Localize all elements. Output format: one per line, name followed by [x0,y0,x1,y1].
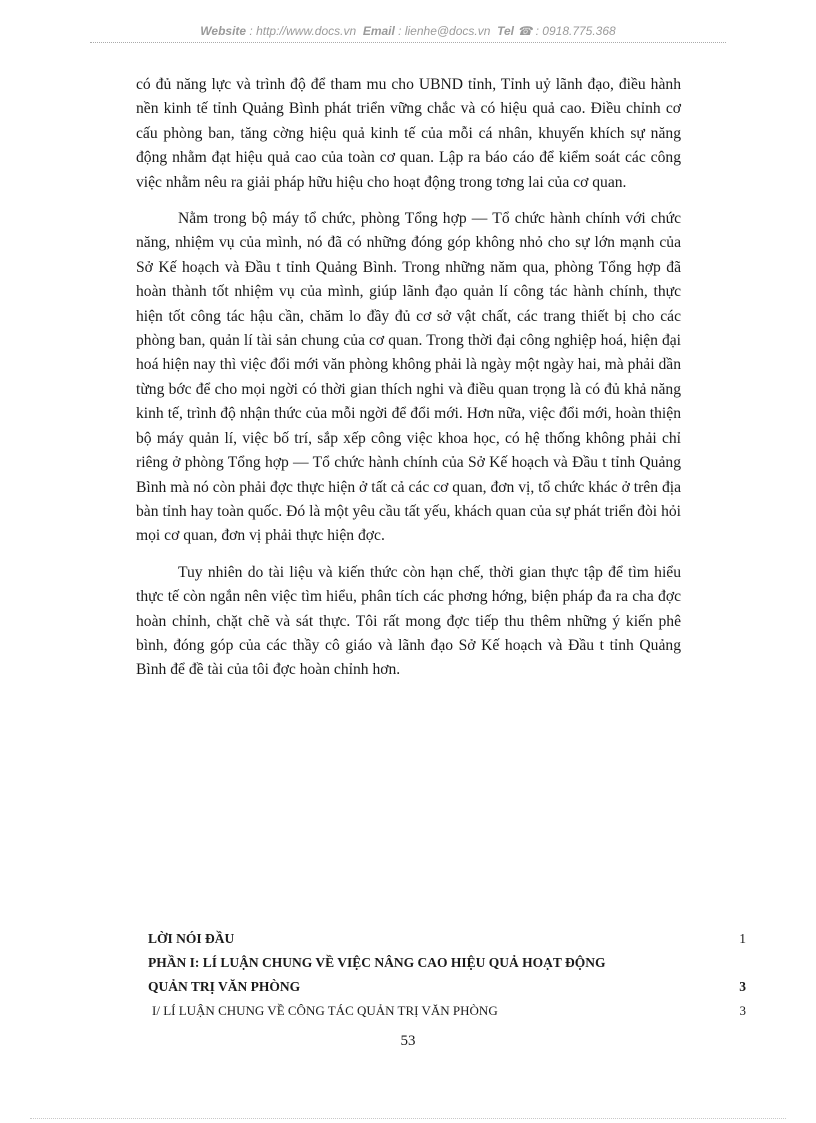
toc-item-section1 [148,999,748,1023]
header-divider [90,42,726,43]
paragraph-3: Tuy nhiên do tài liệu và kiến thức còn hạn chế, thời gian thực tập để tìm hiểu thực tế còn ngắn nên việc tìm hiểu, phân tích các phơng hớng, biện pháp đa ra cha đợc hoàn chỉnh, chặt chẽ và sát thực. Tôi rất mong đợc tiếp thu thêm những ý kiến phê bình, đóng góp của các thầy cô giáo và lãnh đạo Sở Kế hoạch và Đầu t tỉnh Quảng Bình để đề tài của tôi đợc hoàn chỉnh hơn. [136,563,681,679]
footer-divider [30,1118,786,1119]
toc-item-part1 [148,951,748,999]
toc-item-page: 3 [739,1003,746,1018]
toc-item-label-cont: QUẢN TRỊ VĂN PHÒNG [148,979,301,994]
toc-item-label: LỜI NÓI ĐẦU [148,931,235,946]
document-body [136,73,681,695]
toc-item-page: 3 [739,979,746,994]
toc-item-page: 1 [739,931,746,946]
page-number: 53 [400,1033,416,1049]
header-website-value: : http://www.docs.vn [249,24,357,38]
table-of-contents [148,927,748,1023]
page-header [0,24,816,38]
toc-item-label: I/ LÍ LUẬN CHUNG VỀ CÔNG TÁC QUẢN TRỊ VĂN PHÒNG [152,1003,498,1018]
header-email-label: Email [362,24,395,38]
paragraph-2: Nằm trong bộ máy tổ chức, phòng Tổng hợp — Tổ chức hành chính với chức năng, nhiệm vụ của mình, nó đã có những đóng góp không nhỏ cho sự lớn mạnh của Sở Kế hoạch và Đầu t tỉnh Quảng Bình. Trong những năm qua, phòng Tổng hợp đã hoàn thành tốt nhiệm vụ của mình, giúp lãnh đạo quản lí công tác hành chính, thực hiện tốt công tác hậu cần, chăm lo đầy đủ cơ sở vật chất, các trang thiết bị cho các phòng ban, quản lí tài sản chung của cơ quan. Trong thời đại công nghiệp hoá, hiện đại hoá hiện nay thì việc đổi mới văn phòng không phải là ngày một ngày hai, mà phải dần từng bớc để cho mọi ngời có thời gian thích nghi và điều quan trọng là có đủ khả năng kinh tế, trình độ nhận thức của mỗi ngời để đổi mới. Hơn nữa, việc đổi mới, hoàn thiện bộ máy quản lí, việc bố trí, sắp xếp công việc khoa học, có hệ thống không phải chỉ riêng ở phòng Tổng hợp — Tổ chức hành chính của Sở Kế hoạch và Đầu t tỉnh Quảng Bình mà nó còn phải đợc thực hiện ở tất cả các cơ quan, đơn vị, tổ chức khác ở trên địa bàn tỉnh hay toàn quốc. Đó là một yêu cầu tất yếu, khách quan của sự phát triển đòi hỏi mọi cơ quan, đơn vị phải thực hiện đợc. [136,210,681,545]
header-tel-value: : 0918.775.368 [535,24,616,38]
header-website-label: Website [200,24,247,38]
paragraph-1: có đủ năng lực và trình độ để tham mu cho UBND tỉnh, Tỉnh uỷ lãnh đạo, điều hành nền kinh tế tỉnh Quảng Bình phát triển vững chắc và có hiệu quả cao. Điều chỉnh cơ cấu phòng ban, tăng cờng hiệu quả kinh tế của mỗi cá nhân, khuyến khích sự năng động nhằm đạt hiệu quả cao của toàn cơ quan. Lập ra báo cáo để kiểm soát các công việc nhằm nêu ra giải pháp hữu hiệu cho hoạt động trong tơng lai của cơ quan. [136,76,681,191]
header-email-value: : lienhe@docs.vn [398,24,491,38]
toc-item-intro [148,927,748,951]
phone-icon: ☎ [517,24,533,38]
header-tel-label: Tel [497,24,514,38]
toc-item-label: PHẦN I: LÍ LUẬN CHUNG VỀ VIỆC NÂNG CAO HIỆU QUẢ HOẠT ĐỘNG [148,955,606,970]
